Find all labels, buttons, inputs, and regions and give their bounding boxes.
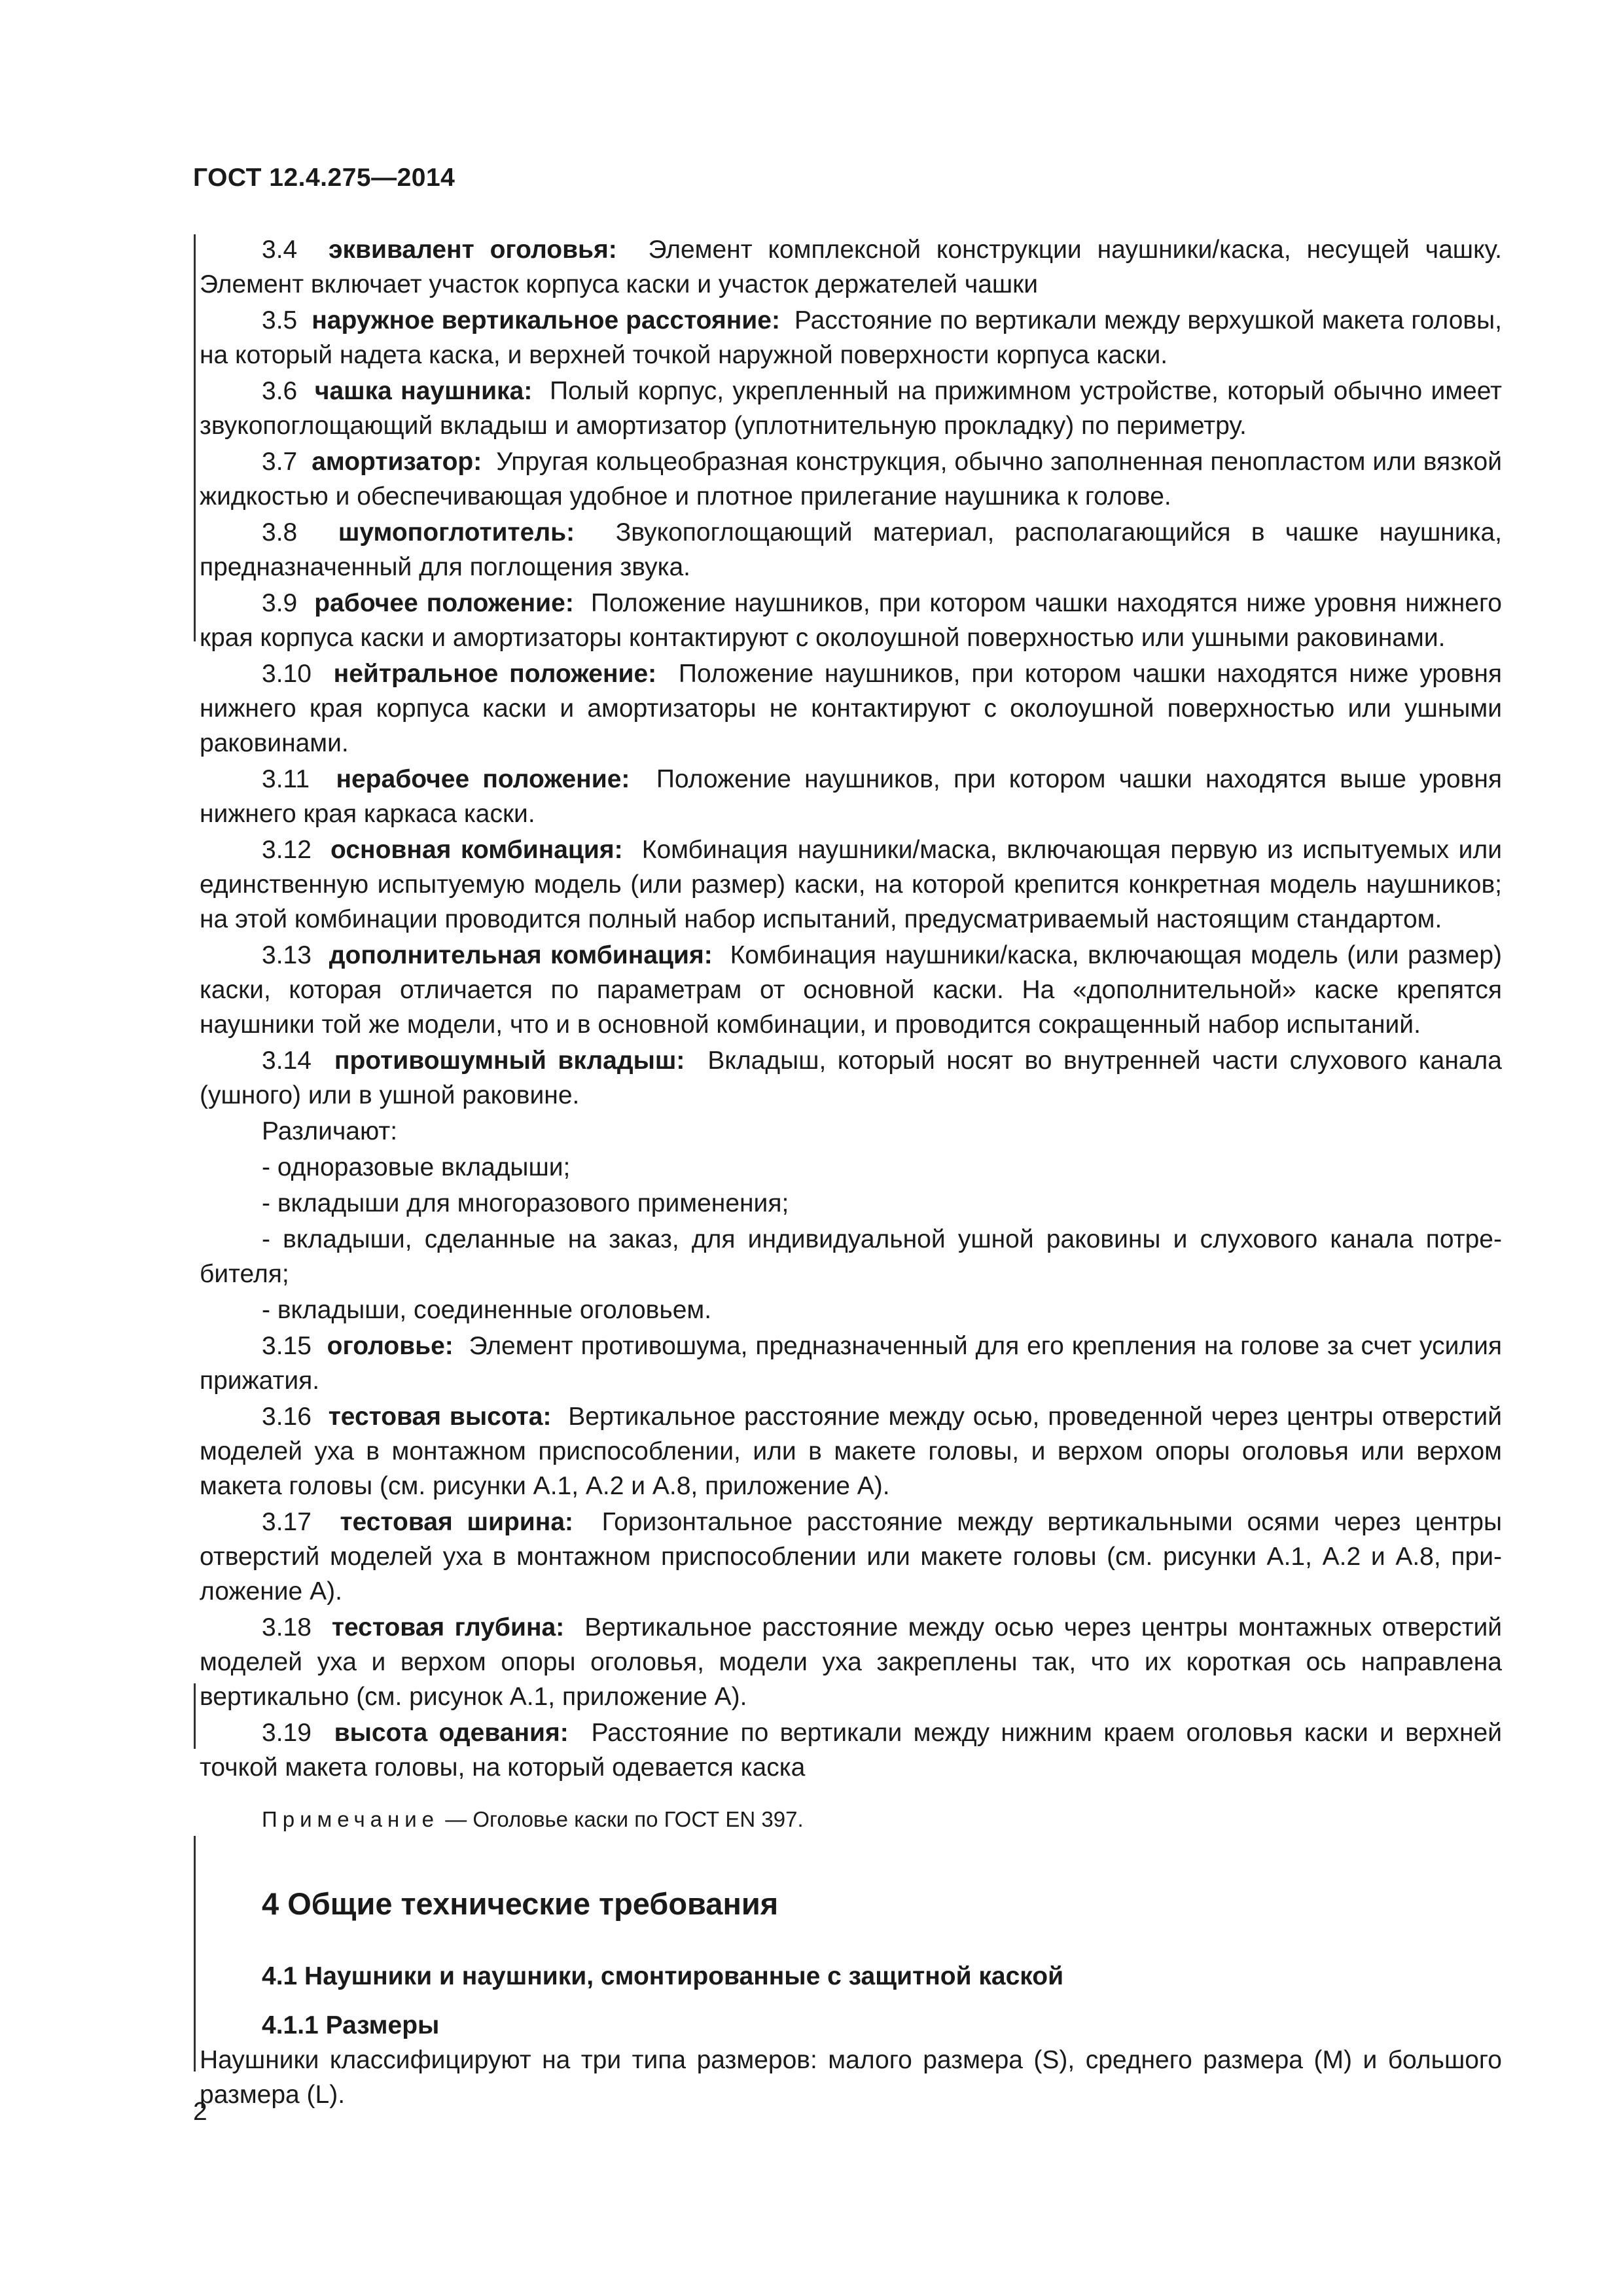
- definitions-list: [200, 232, 1502, 1113]
- definition-text: Звукопоглощающий материал, располагающийся в чашке наушника, предназначенный для поглощения звука.: [200, 518, 1503, 581]
- definition-number: 3.15: [262, 1332, 312, 1360]
- definition-text: Горизонтальное расстояние между вертикальными осями через центры отверстий моделей уха в монтажном приспособлении или макете головы (см. рисунки А.1, А.2 и А.8, приложение А).: [200, 1508, 1503, 1605]
- subsubsection-heading: 4.1.1 Размеры: [262, 2011, 440, 2039]
- definition-number: 3.14: [262, 1047, 312, 1075]
- definition-number: 3.6: [262, 377, 298, 405]
- definition-text: Упругая кольцеобразная конструкция, обычно заполненная пенопластом или вязкой жидкостью и обеспечивающая удобное и плотное прилегание наушника к голове.: [200, 448, 1502, 511]
- definition-text: Положение наушников, при котором чашки находятся ниже уровня нижнего края корпуса каски и амортизаторы контактируют с околоушной поверхностью или ушными раковинами.: [200, 589, 1502, 652]
- definition-item: [200, 762, 1502, 831]
- definition-number: 3.13: [262, 941, 312, 969]
- definition-number: 3.12: [262, 836, 312, 864]
- definition-number: 3.9: [262, 589, 298, 617]
- section-heading: 4 Общие технические требования: [262, 1886, 779, 1921]
- paragraph: Наушники классифицируют на три типа размеров: малого размера (S), среднего размера (M) и большого размера (L).: [200, 2046, 1502, 2109]
- definition-number: 3.11: [262, 765, 310, 793]
- definition-term: нерабочее положение:: [336, 765, 630, 793]
- definition-term: тестовая ширина:: [340, 1508, 574, 1536]
- insert-types-list: [200, 1114, 1502, 1327]
- note-text: — Оголовье каски по ГОСТ EN 397.: [445, 1807, 804, 1831]
- definition-item: [200, 303, 1502, 372]
- definition-text: Вкладыш, который носят во внутренней части слухового канала (ушного) или в ушной раковине.: [200, 1047, 1502, 1109]
- definition-text: Положение наушников, при котором чашки находятся ниже уровня нижнего края корпуса каски и амортизаторы не контактируют с околоушной поверхностью или ушными раковинами.: [200, 660, 1503, 757]
- definition-item: [200, 656, 1502, 761]
- definition-number: 3.10: [262, 660, 312, 688]
- definition-item: [200, 515, 1502, 584]
- definition-text: Вертикальное расстояние между осью, проведенной через центры отверстий моделей уха в монтажном приспособлении, или в макете головы, и верхом опоры оголовья или верхом макета головы (см. рисунки А.1, А.2 и А.8, приложение А).: [200, 1403, 1502, 1500]
- list-item: - вкладыши для многоразового применения;: [262, 1189, 789, 1217]
- change-bar: [194, 1683, 196, 1749]
- definitions-list: [200, 1329, 1502, 1785]
- definition-text: Расстояние по вертикали между верхушкой макета головы, на который надета каска, и верхней точкой наружной поверхности корпуса каски.: [200, 306, 1502, 369]
- definition-item: [200, 1715, 1502, 1785]
- definition-term: рабочее положение:: [314, 589, 574, 617]
- definition-item: [200, 586, 1502, 655]
- definition-text: Расстояние по вертикали между нижним краем оголовья каски и верхней точкой макета головы, на который одевается каска: [200, 1719, 1502, 1782]
- change-bar: [194, 234, 196, 641]
- definition-item: [200, 1329, 1502, 1398]
- definition-term: шумопоглотитель:: [338, 518, 575, 547]
- document-header: ГОСТ 12.4.275—2014: [193, 164, 455, 192]
- definition-item: [200, 444, 1502, 514]
- definition-term: основная комбинация:: [330, 836, 623, 864]
- definition-item: [200, 1399, 1502, 1503]
- definition-item: [200, 1505, 1502, 1609]
- definition-number: 3.19: [262, 1719, 312, 1747]
- document-body: [200, 232, 1502, 2113]
- definition-item: [200, 374, 1502, 443]
- definition-text: Комбинация наушники/каска, включающая модель (или размер) каски, которая отличается по параметрам от основной каски. На «дополнительной» каске крепятся наушники той же модели, что и в основной комбинации, и проводится сокращенный набор испытаний.: [200, 941, 1503, 1039]
- definition-term: эквивалент оголовья:: [328, 236, 617, 264]
- definition-number: 3.7: [262, 448, 298, 476]
- list-item: - вкладыши, соединенные оголовьем.: [262, 1296, 712, 1324]
- definition-term: амортизатор:: [312, 448, 482, 476]
- definition-item: [200, 232, 1502, 302]
- definition-term: наружное вертикальное расстояние:: [312, 306, 780, 334]
- definition-text: Вертикальное расстояние между осью через центры монтажных отверстий моделей уха и верхом опоры оголовья, модели уха закреплены так, что их короткая ось направлена вертикально (см. рисунок А.1, приложение А).: [200, 1613, 1503, 1711]
- change-bar: [194, 1836, 196, 2072]
- definition-number: 3.18: [262, 1613, 312, 1641]
- definition-number: 3.17: [262, 1508, 312, 1536]
- note-label: Примечание: [262, 1807, 440, 1831]
- definition-text: Элемент комплексной конструкции наушники/каска, несущей чашку. Элемент включает участок корпуса каски и участок держателей чашки: [200, 236, 1503, 298]
- definition-term: оголовье:: [327, 1332, 454, 1360]
- definition-text: Полый корпус, укрепленный на прижимном устройстве, который обычно имеет звукопоглощающий вкладыш и амортизатор (уплотнительную прокладку) по периметру.: [200, 377, 1503, 440]
- definition-number: 3.8: [262, 518, 298, 547]
- definition-term: высота одевания:: [334, 1719, 569, 1747]
- subsection-heading: 4.1 Наушники и наушники, смонтированные с защитной каской: [262, 1962, 1064, 1990]
- definition-item: [200, 1043, 1502, 1113]
- definition-text: Элемент противошума, предназначенный для его крепления на голове за счет усилия прижатия.: [200, 1332, 1503, 1395]
- list-item: - одноразовые вкладыши;: [262, 1153, 571, 1181]
- definition-term: дополнительная комбинация:: [329, 941, 713, 969]
- definition-term: противошумный вкладыш:: [334, 1047, 685, 1075]
- definition-item: [200, 938, 1502, 1042]
- definition-text: Положение наушников, при котором чашки находятся выше уровня нижнего края каркаса каски.: [200, 765, 1502, 828]
- list-item: - вкладыши, сделанные на заказ, для индивидуальной ушной раковины и слухового канала потребителя;: [200, 1225, 1502, 1288]
- definition-number: 3.16: [262, 1403, 312, 1431]
- definition-term: тестовая высота:: [328, 1403, 552, 1431]
- page-number: 2: [193, 2098, 207, 2126]
- definition-number: 3.4: [262, 236, 298, 264]
- note: [200, 1804, 1502, 1834]
- definition-text: Комбинация наушники/маска, включающая первую из испытуемых или единственную испытуемую модель (или размер) каски, на которой крепится конкретная модель наушников; на этой комбинации проводится полный набор испытаний, предусматриваемый настоящим стандартом.: [200, 836, 1503, 933]
- definition-item: [200, 833, 1502, 937]
- definition-number: 3.5: [262, 306, 298, 334]
- definition-term: тестовая глубина:: [331, 1613, 565, 1641]
- list-intro: Различают:: [262, 1117, 398, 1145]
- definition-term: чашка наушника:: [314, 377, 533, 405]
- definition-term: нейтральное положение:: [333, 660, 657, 688]
- definition-item: [200, 1610, 1502, 1714]
